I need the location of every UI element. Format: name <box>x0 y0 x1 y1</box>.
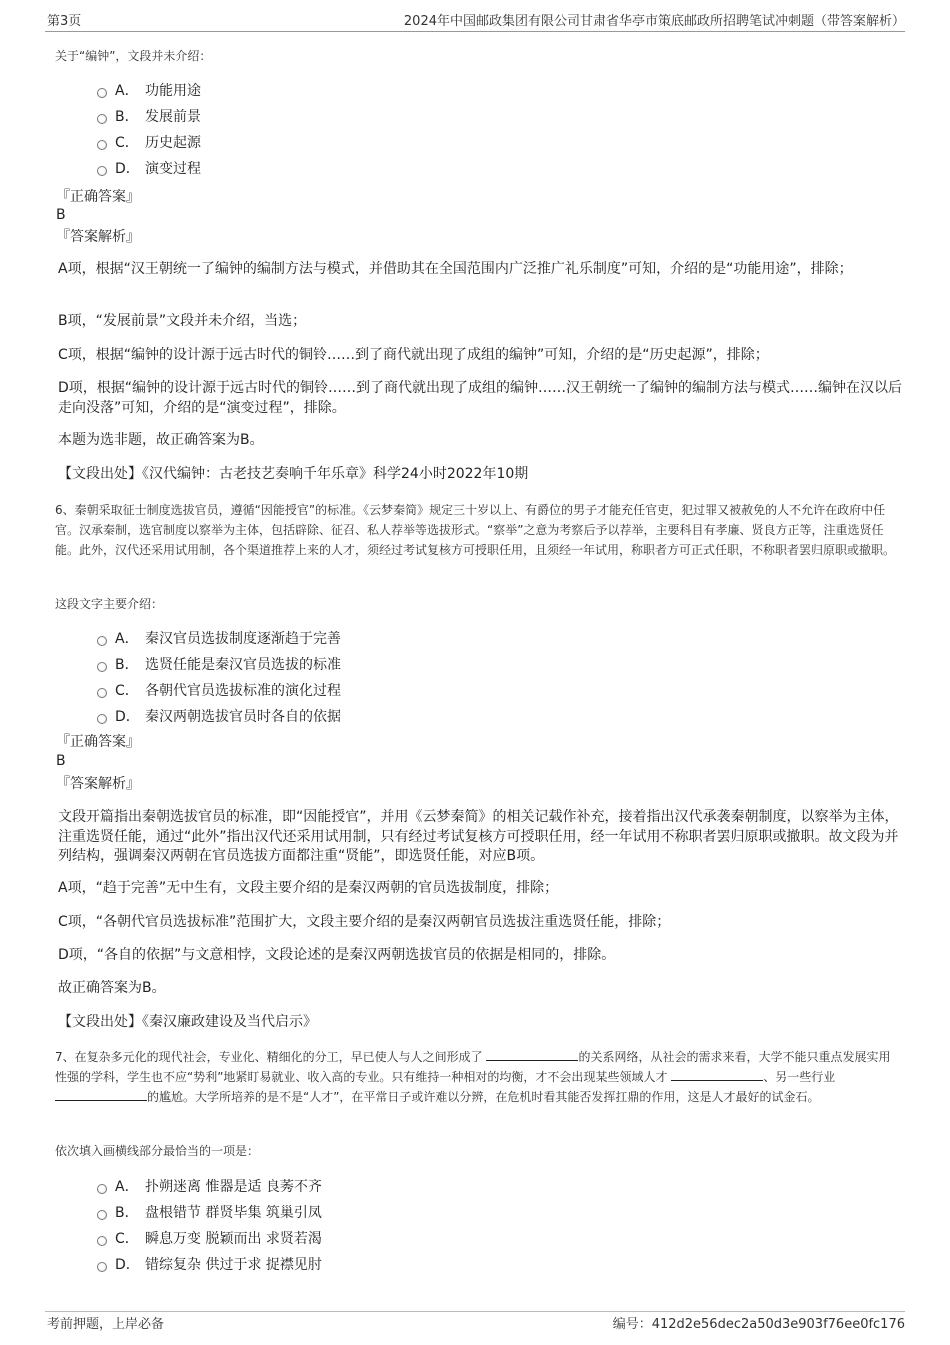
q5-answer: B <box>56 207 66 223</box>
option-text: 演变过程 <box>145 161 201 177</box>
q5-answer-label: 『正确答案』 <box>56 189 140 205</box>
option-text: 历史起源 <box>145 135 201 151</box>
q6-answer-label: 『正确答案』 <box>56 734 140 750</box>
footer-divider <box>45 1311 905 1312</box>
q6-analysis-a: A项，“趋于完善”无中生有，文段主要介绍的是秦汉两朝的官员选拔制度，排除； <box>58 880 559 896</box>
radio-icon[interactable] <box>97 1210 107 1220</box>
q5-analysis-c: C项，根据“编钟的设计源于远古时代的铜铃……到了商代就出现了成组的编钟”可知，介绍的是“历史起源”，排除； <box>58 347 769 363</box>
q7-option-b[interactable] <box>97 1204 322 1222</box>
option-letter: A． <box>115 83 139 99</box>
option-text: 扑朔迷离 惟器是适 良莠不齐 <box>145 1179 322 1195</box>
radio-icon[interactable] <box>97 88 107 98</box>
q6-option-d[interactable] <box>97 708 341 726</box>
option-text: 功能用途 <box>145 83 201 99</box>
q5-source: 【文段出处】《汉代编钟：古老技艺奏响千年乐章》科学24小时2022年10期 <box>58 466 529 482</box>
q5-option-d[interactable] <box>97 160 201 178</box>
option-letter: D． <box>115 161 140 177</box>
q5-stem: 关于“编钟”，文段并未介绍： <box>55 49 212 63</box>
option-text: 瞬息万变 脱颖而出 求贤若渴 <box>145 1231 322 1247</box>
blank-1 <box>486 1048 578 1061</box>
q6-analysis-c: C项，“各朝代官员选拔标准”范围扩大，文段主要介绍的是秦汉两朝官员选拔注重选贤任能，排除； <box>58 914 671 930</box>
q6-analysis-main: 文段开篇指出秦朝选拔官员的标准，即“因能授官”，并用《云梦秦简》的相关记载作补充，接着指出汉代承袭秦朝制度，以察举为主体，注重选贤任能，通过“此外”指出汉代还采用试用制，只有经过考试复核方可授职任用，经一年试用不称职者罢归原职或撤职。故文段为并列结构，强调秦汉两朝在官员选拔方面都注重“贤能”，即选贤任能，对应B项。 <box>58 809 899 864</box>
stem-text: 7、在复杂多元化的现代社会，专业化、精细化的分工，早已使人与人之间形成了 <box>55 1050 487 1064</box>
q6-option-a[interactable] <box>97 630 341 648</box>
q5-option-b[interactable] <box>97 108 201 126</box>
radio-icon[interactable] <box>97 1184 107 1194</box>
q5-analysis-b: B项，“发展前景”文段并未介绍，当选； <box>58 313 307 329</box>
blank-2 <box>671 1068 763 1081</box>
q5-analysis-d: D项，根据“编钟的设计源于远古时代的铜铃……到了商代就出现了成组的编钟……汉王朝统一了编钟的编制方法与模式……编钟在汉以后走向没落”可知，介绍的是“演变过程”，排除。 <box>58 380 903 416</box>
option-letter: A． <box>115 631 139 647</box>
option-letter: D． <box>115 709 140 725</box>
option-text: 发展前景 <box>145 109 201 125</box>
q7-option-c[interactable] <box>97 1230 322 1248</box>
option-text: 盘根错节 群贤毕集 筑巢引凤 <box>145 1205 322 1221</box>
footer-slogan: 考前押题，上岸必备 <box>47 1317 165 1332</box>
radio-icon[interactable] <box>97 636 107 646</box>
option-letter: D． <box>115 1257 140 1273</box>
radio-icon[interactable] <box>97 688 107 698</box>
option-letter: B． <box>115 1205 139 1221</box>
radio-icon[interactable] <box>97 1236 107 1246</box>
option-letter: C． <box>115 1231 139 1247</box>
q6-question: 这段文字主要介绍： <box>55 597 164 611</box>
option-letter: C． <box>115 135 139 151</box>
option-text: 选贤任能是秦汉官员选拔的标准 <box>145 657 341 673</box>
option-letter: C． <box>115 683 139 699</box>
document-title: 2024年中国邮政集团有限公司甘肃省华亭市策底邮政所招聘笔试冲刺题（带答案解析） <box>403 14 905 29</box>
radio-icon[interactable] <box>97 140 107 150</box>
option-letter: A． <box>115 1179 139 1195</box>
q7-option-a[interactable] <box>97 1178 322 1196</box>
option-text: 各朝代官员选拔标准的演化过程 <box>145 683 341 699</box>
q7-question: 依次填入画横线部分最恰当的一项是： <box>55 1144 260 1158</box>
header-divider <box>45 31 905 32</box>
radio-icon[interactable] <box>97 114 107 124</box>
stem-text: 、另一些行业 <box>763 1070 836 1084</box>
page-number: 第3页 <box>47 14 82 29</box>
q6-conclusion: 故正确答案为B。 <box>58 980 166 996</box>
radio-icon[interactable] <box>97 662 107 672</box>
radio-icon[interactable] <box>97 166 107 176</box>
q6-source: 【文段出处】《秦汉廉政建设及当代启示》 <box>58 1014 317 1030</box>
footer-code: 编号：412d2e56dec2a50d3e903f76ee0fc176 <box>612 1317 905 1332</box>
q6-option-c[interactable] <box>97 682 341 700</box>
radio-icon[interactable] <box>97 1262 107 1272</box>
q5-conclusion: 本题为选非题，故正确答案为B。 <box>58 432 264 448</box>
q5-analysis-label: 『答案解析』 <box>56 229 140 245</box>
stem-text: 的尴尬。大学所培养的是不是“人才”，在平常日子或许难以分辨，在危机时看其能否发挥扛鼎的作用，这是人才最好的试金石。 <box>147 1090 820 1104</box>
q6-option-b[interactable] <box>97 656 341 674</box>
q5-analysis-a: A项，根据“汉王朝统一了编钟的编制方法与模式，并借助其在全国范围内广泛推广礼乐制度”可知，介绍的是“功能用途”，排除； <box>58 261 853 277</box>
option-text: 秦汉官员选拔制度逐渐趋于完善 <box>145 631 341 647</box>
q6-analysis-d: D项，“各自的依据”与文意相悖，文段论述的是秦汉两朝选拔官员的依据是相同的，排除。 <box>58 947 616 963</box>
q7-option-d[interactable] <box>97 1256 322 1274</box>
option-letter: B． <box>115 657 139 673</box>
q5-option-c[interactable] <box>97 134 201 152</box>
option-text: 秦汉两朝选拔官员时各自的依据 <box>145 709 341 725</box>
radio-icon[interactable] <box>97 714 107 724</box>
q6-answer: B <box>56 753 66 769</box>
q6-analysis-label: 『答案解析』 <box>56 776 140 792</box>
q7-stem <box>55 1047 900 1107</box>
option-letter: B． <box>115 109 139 125</box>
q5-option-a[interactable] <box>97 82 201 100</box>
option-text: 错综复杂 供过于求 捉襟见肘 <box>145 1257 322 1273</box>
stem-text: 的关系网络，从社会的需求来看，大学不能只重点发展实用性强的学科，学生也不应“势利”地紧盯易就业、收入高的专业。只有维持一种相对的均衡，才不会出现某些领域人才 <box>55 1050 891 1084</box>
q6-stem: 6、秦朝采取征士制度选拔官员，遵循“因能授官”的标准。《云梦秦简》规定三十岁以上、有爵位的男子才能充任官吏，犯过罪又被赦免的人不允许在政府中任官。汉承秦制，选官制度以察举为主体，包括辟除、征召、私人荐举等选拔形式。“察举”之意为考察后予以荐举，主要科目有孝廉、贤良方正等，注重选贤任能。此外，汉代还采用试用制，各个渠道推荐上来的人才，须经过考试复核方可授职任用，且须经一年试用，称职者方可正式任职，不称职者罢归原职或撤职。 <box>55 503 896 557</box>
blank-3 <box>55 1088 147 1101</box>
